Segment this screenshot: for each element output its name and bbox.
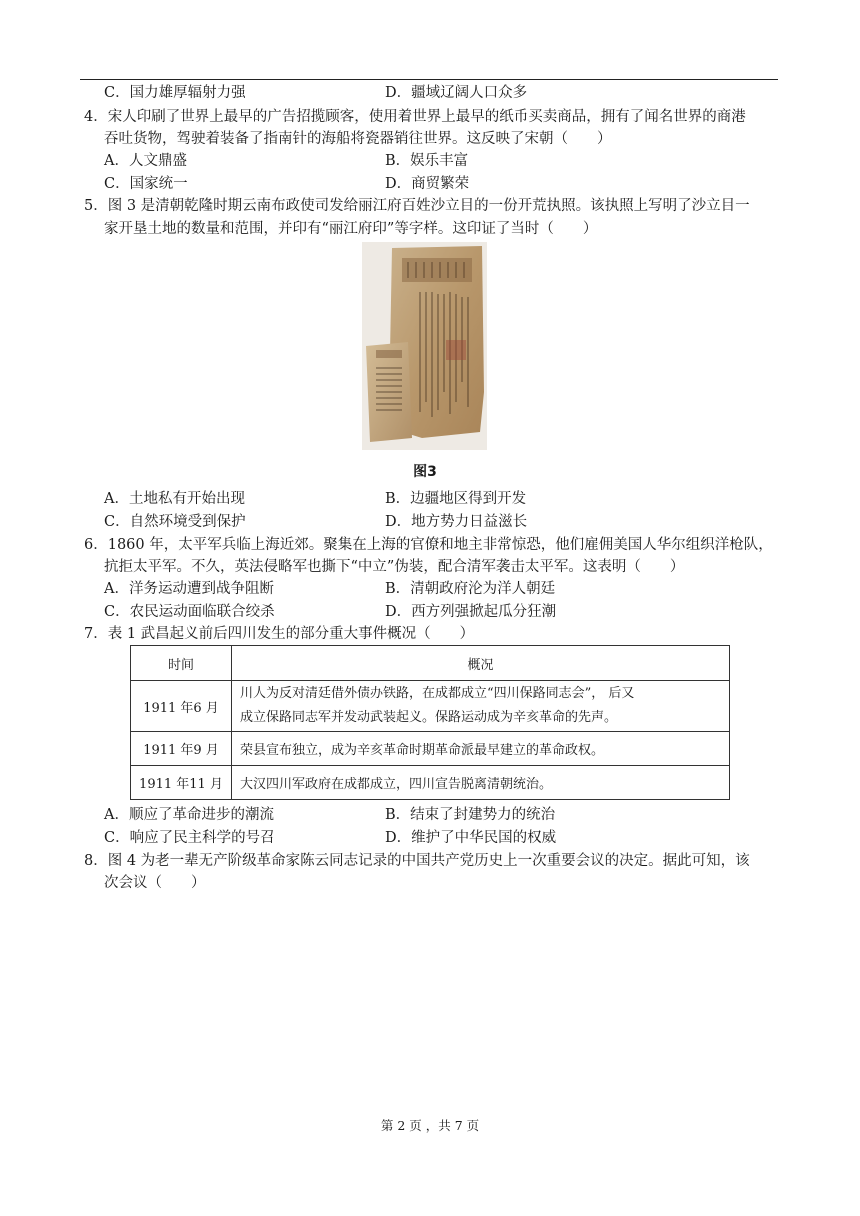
table-header-row [131,646,730,681]
q6-stem-line2: 抗拒太平军。不久，英法侵略军也撕下“中立”伪装，配合清军袭击太平军。这表明（ ） [104,559,685,575]
q8-stem-line2: 次会议（ ） [104,875,206,891]
q7-stem: 7．表 1 武昌起义前后四川发生的部分重大事件概况（ ） [84,626,475,642]
row-summary-line1: 川人为反对清廷借外债办铁路，在成都成立“四川保路同志会”， 后又 [240,686,635,701]
table-row [131,766,730,800]
figure-caption: 图3 [413,464,437,480]
row-time: 1911 年6 月 [131,681,232,732]
q4-option-b: B．娱乐丰富 [385,153,469,169]
q7-option-d: D．维护了中华民国的权威 [385,830,557,846]
table-header-time: 时间 [131,646,232,681]
land-reclamation-license-image [362,242,487,450]
q6-option-b: B．清朝政府沦为洋人朝廷 [385,581,556,597]
q4-option-a: A．人文鼎盛 [104,153,187,169]
q4-stem-line2: 吞吐货物，驾驶着装备了指南针的海船将瓷器销往世界。这反映了宋朝（ ） [104,131,612,147]
table-row [131,681,730,732]
row-time: 1911 年9 月 [131,732,232,766]
q3-option-d: D．疆域辽阔人口众多 [385,85,528,101]
q3-option-c: C．国力雄厚辐射力强 [104,85,246,101]
row-summary: 荣县宣布独立，成为辛亥革命时期革命派最早建立的革命政权。 [232,732,730,766]
q4-stem-line1: 4．宋人印刷了世界上最早的广告招揽顾客，使用着世界上最早的纸币买卖商品，拥有了闻名世界的商港 [84,109,746,125]
row-summary [232,681,730,732]
q4-option-d: D．商贸繁荣 [385,176,470,192]
row-time: 1911 年11 月 [131,766,232,800]
q7-option-a: A．顺应了革命进步的潮流 [104,807,274,823]
events-table [130,645,730,800]
row-summary-line2: 成立保路同志军并发动武装起义。保路运动成为辛亥革命的先声。 [240,710,618,725]
q7-option-b: B．结束了封建势力的统治 [385,807,556,823]
q8-stem-line1: 8．图 4 为老一辈无产阶级革命家陈云同志记录的中国共产党历史上一次重要会议的决定。据此可知，该 [84,853,750,869]
page-footer: 第 2 页 ，共 7 页 [380,1118,480,1133]
q6-option-d: D．西方列强掀起瓜分狂潮 [385,604,557,620]
q5-option-a: A．土地私有开始出现 [104,491,245,507]
header-rule [80,79,778,80]
q6-option-a: A．洋务运动遭到战争阻断 [104,581,274,597]
q6-option-c: C．农民运动面临联合绞杀 [104,604,275,620]
q5-option-c: C．自然环境受到保护 [104,514,246,530]
q5-option-d: D．地方势力日益滋长 [385,514,528,530]
q7-option-c: C．响应了民主科学的号召 [104,830,275,846]
table-header-summary: 概况 [232,646,730,681]
q5-stem-line1: 5．图 3 是清朝乾隆时期云南布政使司发给丽江府百姓沙立目的一份开荒执照。该执照上写明了沙立目一 [84,198,750,214]
table-row [131,732,730,766]
q4-option-c: C．国家统一 [104,176,188,192]
q5-option-b: B．边疆地区得到开发 [385,491,527,507]
row-summary: 大汉四川军政府在成都成立，四川宣告脱离清朝统治。 [232,766,730,800]
q5-stem-line2: 家开垦土地的数量和范围，并印有“丽江府印”等字样。这印证了当时（ ） [104,221,598,237]
q6-stem-line1: 6．1860 年，太平军兵临上海近郊。聚集在上海的官僚和地主非常惊恐，他们雇佣美国人华尔组织洋枪队， [84,537,773,553]
